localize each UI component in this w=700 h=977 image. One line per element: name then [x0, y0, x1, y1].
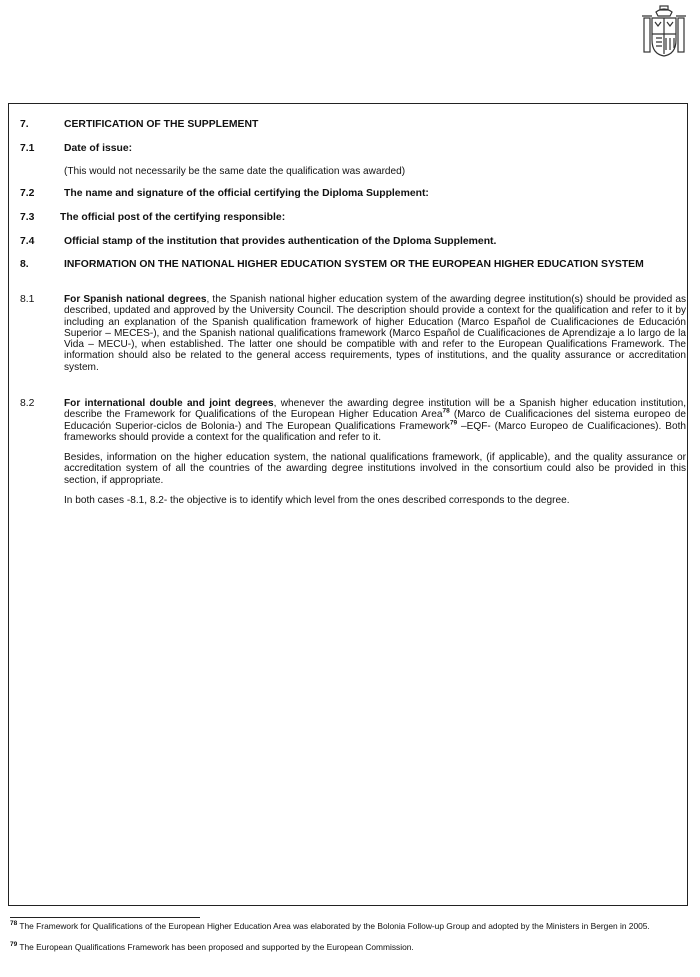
- section-number: 7.2: [20, 188, 35, 199]
- date-note: (This would not necessarily be the same date the qualification was awarded): [64, 166, 406, 177]
- footnote-ref-78: 78: [442, 407, 450, 415]
- paragraph-text: (Marco de Cualificaciones del sistema europeo de Educación Superior-ciclos de Bolonia-) and The European Qualifications Framework: [64, 409, 686, 432]
- section-heading-7-1: [20, 143, 686, 155]
- paragraph-8-2: [20, 398, 686, 506]
- footnote-separator: [10, 917, 200, 918]
- footnote-text: The Framework for Qualifications of the European Higher Education Area was elaborated by the Bolonia Follow-up Group and adopted by the Ministers in Bergen in 2005.: [17, 921, 650, 931]
- footnote-78: [10, 921, 690, 931]
- section-number: 7.4: [20, 236, 35, 247]
- footnote-ref-79: 79: [449, 419, 458, 427]
- section-title: Date of issue:: [64, 143, 133, 154]
- paragraph-8-1: [20, 294, 686, 373]
- section-heading-7-2: [20, 188, 686, 200]
- paragraph-text: , whenever the awarding degree institution will be a Spanish higher education institution, describe the Framework for Qualifications of the European Higher Education Area: [64, 398, 687, 421]
- section-number: 7.3: [20, 212, 35, 223]
- section-number: 8.: [20, 259, 29, 270]
- section-number: 7.1: [20, 143, 35, 154]
- paragraph-number: 8.1: [20, 294, 35, 305]
- section-heading-8: [20, 259, 686, 271]
- paragraph-lead: For international double and joint degrees: [64, 398, 274, 409]
- coat-of-arms-icon: [636, 4, 692, 60]
- section-title: The name and signature of the official certifying the Diploma Supplement:: [64, 188, 429, 199]
- paragraph-lead: For Spanish national degrees: [64, 294, 207, 305]
- paragraph-number: 8.2: [20, 398, 35, 409]
- footnote-79: [10, 942, 690, 952]
- paragraph-body: [64, 294, 686, 373]
- section-title: The official post of the certifying responsible:: [60, 212, 286, 223]
- section-heading-7-4: [20, 236, 686, 248]
- section-title: Official stamp of the institution that provides authentication of the Dploma Supplement.: [64, 236, 497, 247]
- paragraph-text: –EQF- (Marco Europeo de Cualificaciones). Both frameworks should provide a context for the qualification and refer to it.: [64, 420, 686, 443]
- section-title: INFORMATION ON THE NATIONAL HIGHER EDUCATION SYSTEM OR THE EUROPEAN HIGHER EDUCATION SYSTEM: [64, 259, 644, 270]
- paragraph-text: , the Spanish national higher education system of the awarding degree institution(s) should be provided as described, updated and approved by the University Council. The description should provide a context for the qualification and refer to it by including an explanation of the Spanish qualification framework of higher Education (Marco Español de Cualificaciones de Educación Superior – MECES-), and the Spanish national qualifications framework (Marco Español de Cualificaciones de Aprendizaje a lo largo de la Vida – MECU-), when established. The latter one should be compatible with and refer to the European Qualifications Framework. The information should also be related to the general access requirements, types of institutions, and the quality assurance or accreditation system.: [64, 294, 687, 373]
- footnote-mark: 78: [10, 920, 18, 928]
- section-number: 7.: [20, 119, 29, 130]
- paragraph-body-3: In both cases -8.1, 8.2- the objective is to identify which level from the ones described corresponds to the degree.: [64, 495, 570, 507]
- paragraph-body: [64, 398, 686, 443]
- section-heading-7-3: [20, 212, 686, 224]
- section-title: CERTIFICATION OF THE SUPPLEMENT: [64, 119, 259, 130]
- footnote-mark: 79: [10, 941, 18, 949]
- footnote-text: The European Qualifications Framework has been proposed and supported by the European Commission.: [17, 942, 414, 952]
- section-heading-7: [20, 119, 686, 131]
- paragraph-body-2: Besides, information on the higher education system, the national qualifications framework, (if applicable), and the quality assurance or accreditation system of all the countries of the awarding degree institutions involved in the consortium could also be provided in this section, if appropriate.: [64, 452, 686, 486]
